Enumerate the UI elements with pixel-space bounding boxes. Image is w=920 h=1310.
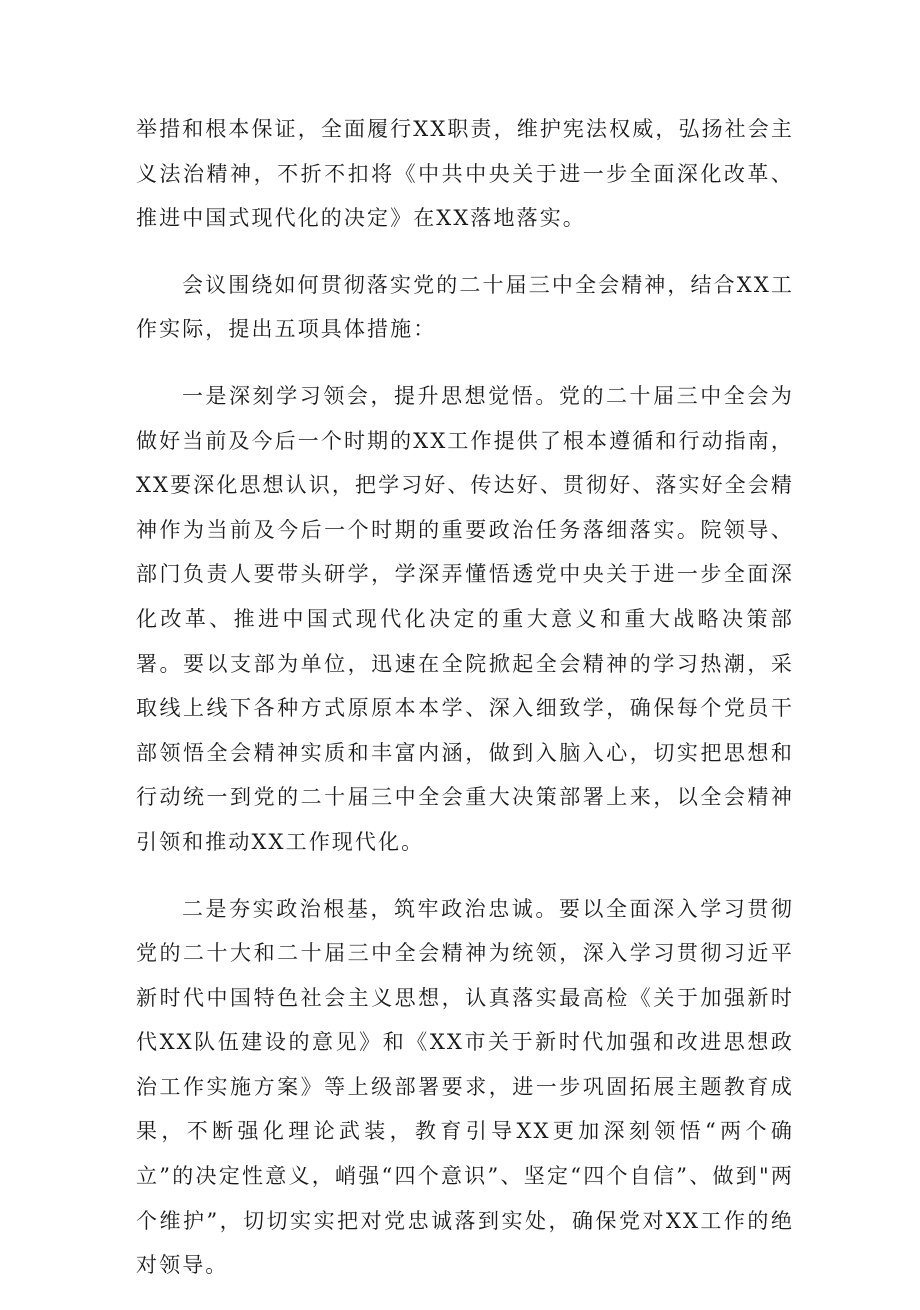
paragraph-continuation: 举措和根本保证，全面履行XX职责，维护宪法权威，弘扬社会主义法治精神，不折不扣将《中共中央关于进一步全面深化改革、推进中国式现代化的决定》在XX落地落实。 — [136, 117, 794, 231]
paragraph-measure-one: 一是深刻学习领会，提升思想觉悟。党的二十届三中全会为做好当前及今后一个时期的XX工作提供了根本遵循和行动指南，XX要深化思想认识，把学习好、传达好、贯彻好、落实好全会精神作为当前及今后一个时期的重要政治任务落细落实。院领导、部门负责人要带头研学，学深弄懂悟透党中央关于进一步全面深化改革、推进中国式现代化决定的重大意义和重大战略决策部署。要以支部为单位，迅速在全院掀起全会精神的学习热潮，采取线上线下各种方式原原本本学、深入细致学，确保每个党员干部领悟全会精神实质和丰富内涵，做到入脑入心，切实把思想和行动统一到党的二十届三中全会重大决策部署上来，以全会精神引领和推动XX工作现代化。 — [136, 383, 794, 854]
paragraph-measure-two: 二是夯实政治根基，筑牢政治忠诚。要以全面深入学习贯彻党的二十大和二十届三中全会精神为统领，深入学习贯彻习近平新时代中国特色社会主义思想，认真落实最高检《关于加强新时代XX队伍建设的意见》和《XX市关于新时代加强和改进思想政治工作实施方案》等上级部署要求，进一步巩固拓展主题教育成果，不断强化理论武装，教育引导XX更加深刻领悟“两个确立”的决定性意义，峭强“四个意识”、坚定“四个自信”、做到"两个维护”，切切实实把对党忠诚落到实处，确保党对XX工作的绝对领导。 — [136, 896, 794, 1278]
paragraph-meeting-measures: 会议围绕如何贯彻落实党的二十届三中全会精神，结合XX工作实际，提出五项具体措施： — [136, 272, 794, 342]
document-body — [136, 107, 794, 1310]
